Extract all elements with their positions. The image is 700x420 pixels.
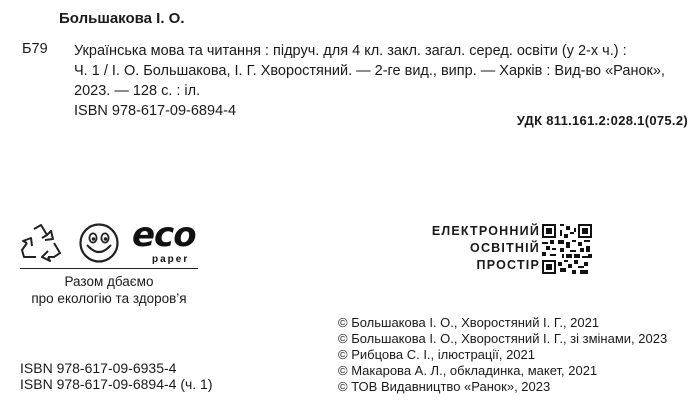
smiley-icon: [78, 222, 120, 264]
electronic-space-line: ОСВІТНІЙ: [470, 241, 540, 255]
isbn-top: ISBN 978-617-09-6894-4: [74, 103, 237, 119]
catalog-code: Б79: [22, 41, 48, 57]
eco-caption: [20, 273, 198, 307]
electronic-space-line: ПРОСТІР: [476, 258, 540, 272]
copyright-line: © Рибцова С. І., ілюстрації, 2021: [338, 347, 535, 362]
eco-logo-subtext: paper: [152, 254, 190, 265]
author-name: Большакова І. О.: [59, 10, 185, 27]
electronic-space-line: ЕЛЕКТРОННИЙ: [431, 224, 540, 238]
recycle-icon: [20, 223, 62, 263]
eco-logo-text: eco: [132, 215, 196, 255]
copyright-line: © Большакова І. О., Хворостяний І. Г., зі змінами, 2023: [338, 331, 668, 346]
isbn-list: [20, 360, 213, 392]
electronic-space-label: [432, 223, 540, 274]
eco-block: [20, 215, 198, 306]
eco-caption-line: Разом дбаємо: [64, 274, 154, 289]
qr-code-icon: [542, 224, 592, 274]
copyright-list: [338, 315, 667, 395]
description-line: Ч. 1 / І. О. Большакова, І. Г. Хворостяний. — 2-ге вид., випр. — Харків : Вид-во «Ранок»,: [74, 63, 665, 79]
bibliographic-description: [74, 41, 692, 101]
eco-caption-line: про екологію та здоров’я: [31, 291, 187, 306]
isbn-line: ISBN 978-617-09-6894-4 (ч. 1): [20, 376, 213, 392]
copyright-line: © ТОВ Видавництво «Ранок», 2023: [338, 379, 551, 394]
description-line: 2023. — 128 с. : іл.: [74, 83, 201, 99]
isbn-line: ISBN 978-617-09-6935-4: [20, 360, 177, 376]
eco-paper-logo: [132, 215, 198, 265]
copyright-line: © Большакова І. О., Хворостяний І. Г., 2021: [338, 315, 600, 330]
copyright-line: © Макарова А. Л., обкладинка, макет, 2021: [338, 363, 598, 378]
eco-divider: [20, 268, 198, 269]
description-line: Українська мова та читання : підруч. для 4 кл. закл. загал. серед. освіти (у 2-х ч.) :: [74, 43, 627, 59]
udk-code: УДК 811.161.2:028.1(075.2): [516, 113, 688, 128]
